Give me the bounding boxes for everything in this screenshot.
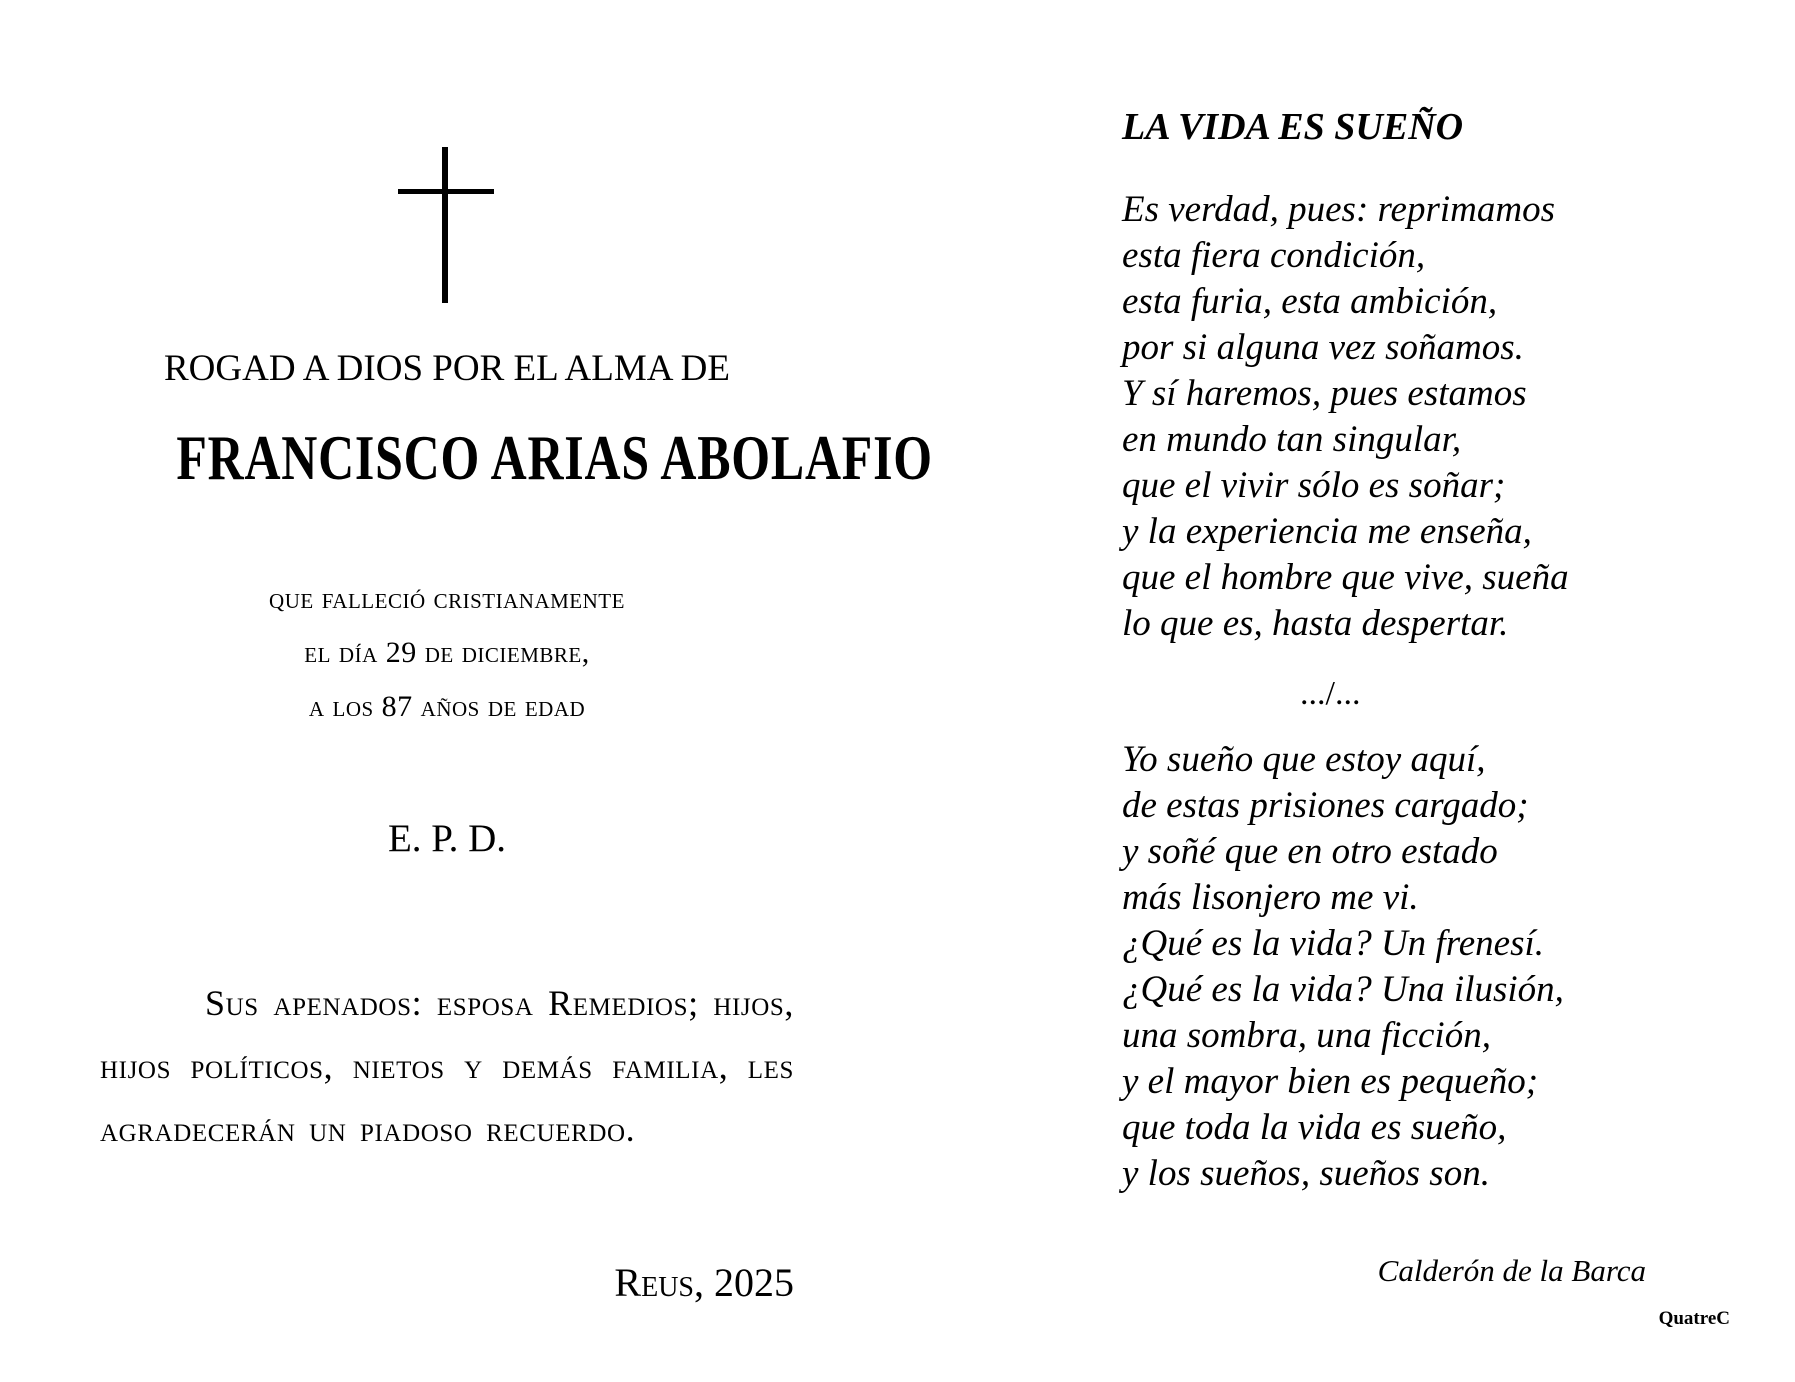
cross-icon — [398, 147, 494, 303]
poem-line: que el vivir sólo es soñar; — [1122, 465, 1506, 506]
poem-line: y la experiencia me enseña, — [1122, 511, 1532, 552]
poem-line: Y sí haremos, pues estamos — [1122, 373, 1527, 414]
poem-line: que toda la vida es sueño, — [1122, 1107, 1507, 1148]
death-line-2: el día 29 de diciembre, — [304, 636, 590, 669]
poem-author: Calderón de la Barca — [1377, 1253, 1646, 1288]
poem-stanza-1 — [1122, 187, 1569, 647]
poem-line: Yo sueño que estoy aquí, — [1122, 739, 1486, 780]
rip-abbreviation: E. P. D. — [387, 817, 507, 860]
poem-line: ¿Qué es la vida? Un frenesí. — [1122, 923, 1544, 964]
poem-line: esta fiera condición, — [1122, 235, 1426, 276]
poem-line: en mundo tan singular, — [1122, 419, 1462, 460]
poem-stanza-2 — [1122, 737, 1564, 1197]
cross-vertical-bar — [442, 147, 448, 303]
deceased-name: FRANCISCO ARIAS ABOLAFIO — [176, 422, 933, 493]
poem-line: por si alguna vez soñamos. — [1122, 327, 1524, 368]
poem-line: de estas prisiones cargado; — [1122, 785, 1529, 826]
family-message: Sus apenados: esposa Remedios; hijos, hijos políticos, nietos y demás familia, les agradecerán un piadoso recuerdo. — [100, 983, 794, 1149]
poem-line: y el mayor bien es pequeño; — [1122, 1061, 1539, 1102]
poem-line: y los sueños, sueños son. — [1122, 1153, 1490, 1194]
poem-line: que el hombre que vive, sueña — [1122, 557, 1569, 598]
cross-horizontal-bar — [398, 189, 494, 194]
printer-mark: QuatreC — [1658, 1308, 1730, 1329]
poem-line: lo que es, hasta despertar. — [1122, 603, 1509, 644]
poem-line: esta furia, esta ambición, — [1122, 281, 1498, 322]
poem-line: una sombra, una ficción, — [1122, 1015, 1491, 1056]
poem-title: LA VIDA ES SUEÑO — [1122, 106, 1464, 148]
poem-separator: .../... — [1300, 675, 1361, 712]
poem-line: y soñé que en otro estado — [1122, 831, 1498, 872]
pray-line: ROGAD A DIOS POR EL ALMA DE — [163, 348, 731, 389]
poem-line: Es verdad, pues: reprimamos — [1122, 189, 1555, 230]
death-line-1: que falleció cristianamente — [269, 582, 625, 615]
death-line-3: a los 87 años de edad — [308, 690, 586, 723]
poem-line: ¿Qué es la vida? Una ilusión, — [1122, 969, 1564, 1010]
poem-line: más lisonjero me vi. — [1122, 877, 1419, 918]
place-and-year: Reus, 2025 — [614, 1260, 794, 1305]
